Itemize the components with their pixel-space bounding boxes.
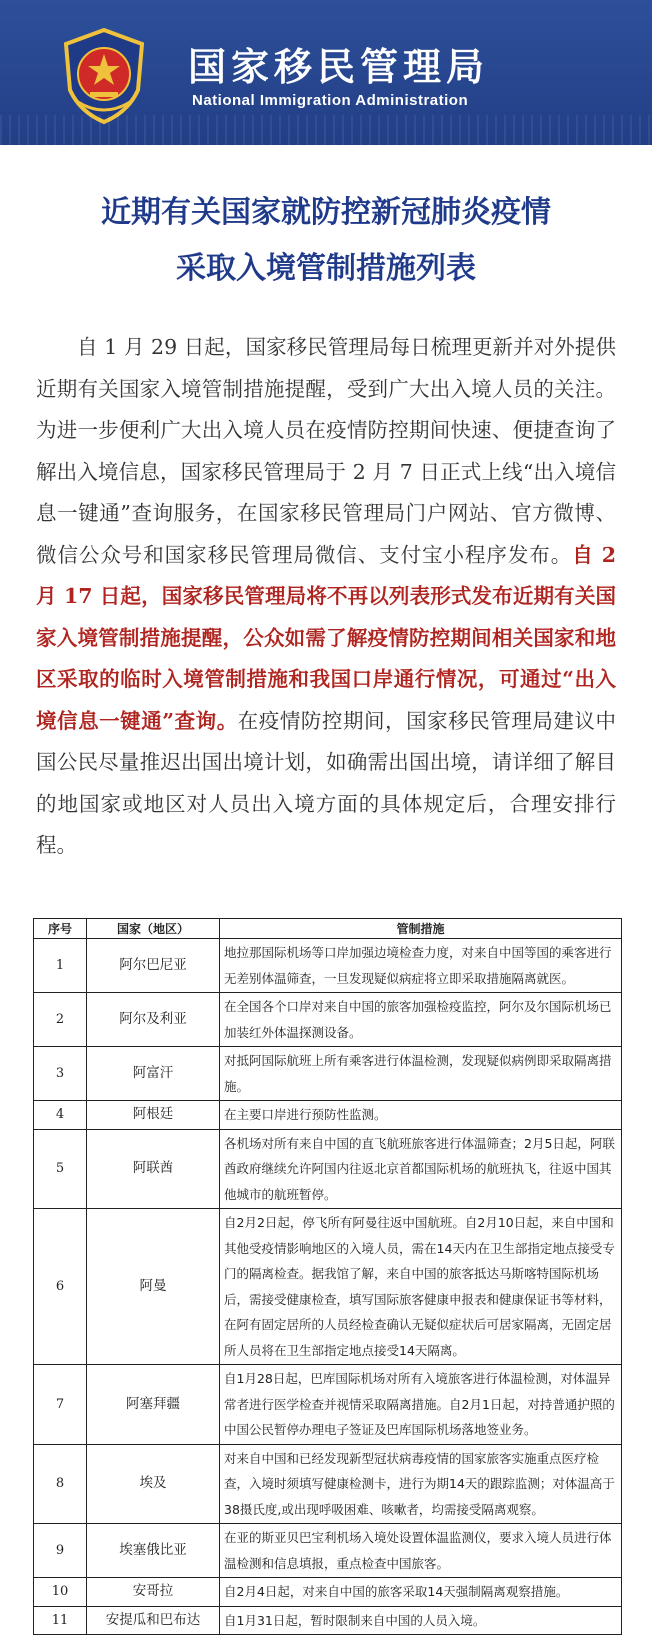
title-line-2: 采取入境管制措施列表 <box>176 251 476 286</box>
agency-name-en: National Immigration Administration <box>192 92 469 109</box>
row-number: 1 <box>34 939 87 993</box>
page-title <box>0 185 652 297</box>
row-number: 11 <box>34 1606 87 1635</box>
table-row <box>34 1606 622 1635</box>
table-row <box>34 1444 622 1524</box>
table-row <box>34 1047 622 1101</box>
row-number: 2 <box>34 993 87 1047</box>
row-measure: 对抵阿国际航班上所有乘客进行体温检测，发现疑似病例即采取隔离措施。 <box>220 1047 622 1101</box>
row-measure: 自2月4日起，对来自中国的旅客采取14天强制隔离观察措施。 <box>220 1578 622 1607</box>
table-body <box>34 939 622 1635</box>
row-number: 5 <box>34 1129 87 1209</box>
row-country: 阿根廷 <box>87 1101 220 1130</box>
row-number: 9 <box>34 1524 87 1578</box>
row-country: 埃及 <box>87 1444 220 1524</box>
row-number: 4 <box>34 1101 87 1130</box>
row-number: 3 <box>34 1047 87 1101</box>
intro-text-2: 在疫情防控期间，国家移民管理局建议中国公民尽量推迟出国出境计划，如确需出国出境，请详细了解目的地国家或地区对人员出入境方面的具体规定后，合理安排行程。 <box>36 708 616 857</box>
intro-paragraph <box>36 327 616 882</box>
row-number: 6 <box>34 1209 87 1365</box>
row-country: 阿尔巴尼亚 <box>87 939 220 993</box>
table-row <box>34 993 622 1047</box>
row-country: 阿联酋 <box>87 1129 220 1209</box>
table-header-row <box>34 919 622 939</box>
row-number: 7 <box>34 1365 87 1445</box>
row-measure: 在全国各个口岸对来自中国的旅客加强检疫监控，阿尔及尔国际机场已加装红外体温探测设备。 <box>220 993 622 1047</box>
row-country: 阿塞拜疆 <box>87 1365 220 1445</box>
header-measures: 管制措施 <box>220 919 622 939</box>
title-line-1: 近期有关国家就防控新冠肺炎疫情 <box>101 195 551 230</box>
row-country: 安哥拉 <box>87 1578 220 1607</box>
intro-highlight: 自 2 月 17 日起，国家移民管理局将不再以列表形式发布近期有关国家入境管制措施提醒，公众如需了解疫情防控期间相关国家和地区采取的临时入境管制措施和我国口岸通行情况，可通过“出入境信息一键通”查询。 <box>36 542 616 733</box>
row-country: 阿富汗 <box>87 1047 220 1101</box>
table-row <box>34 1365 622 1445</box>
row-measure: 地拉那国际机场等口岸加强边境检查力度，对来自中国等国的乘客进行无差别体温筛查，一旦发现疑似病症将立即采取措施隔离就医。 <box>220 939 622 993</box>
table-row <box>34 1129 622 1209</box>
row-measure: 各机场对所有来自中国的直飞航班旅客进行体温筛查；2月5日起，阿联酋政府继续允许阿国内往返北京首都国际机场的航班执飞，往返中国其他城市的航班暂停。 <box>220 1129 622 1209</box>
row-number: 10 <box>34 1578 87 1607</box>
row-measure: 对来自中国和已经发现新型冠状病毒疫情的国家旅客实施重点医疗检查，入境时须填写健康检测卡，进行为期14天的跟踪监测；对体温高于38摄氏度,或出现呼吸困难、咳嗽者，均需接受隔离观察。 <box>220 1444 622 1524</box>
row-measure: 自1月28日起，巴库国际机场对所有入境旅客进行体温检测，对体温异常者进行医学检查并视情采取隔离措施。自2月1日起，对持普通护照的中国公民暂停办理电子签证及巴库国际机场落地签业务。 <box>220 1365 622 1445</box>
row-country: 阿曼 <box>87 1209 220 1365</box>
national-emblem-icon <box>58 26 150 126</box>
table-row <box>34 1524 622 1578</box>
row-measure: 自2月2日起，停飞所有阿曼往返中国航班。自2月10日起，来自中国和其他受疫情影响地区的入境人员，需在14天内在卫生部指定地点接受专门的隔离检查。据我馆了解，来自中国的旅客抵达马斯喀特国际机场后，需接受健康检查，填写国际旅客健康申报表和健康保证书等材料，在阿有固定居所的人员经检查确认无疑似症状后可居家隔离，无固定居所人员将在卫生部指定地点接受14天隔离。 <box>220 1209 622 1365</box>
header-banner <box>0 0 652 145</box>
table-row <box>34 1101 622 1130</box>
row-measure: 自1月31日起，暂时限制来自中国的人员入境。 <box>220 1606 622 1635</box>
measures-table <box>33 918 621 1635</box>
row-number: 8 <box>34 1444 87 1524</box>
row-measure: 在亚的斯亚贝巴宝利机场入境处设置体温监测仪，要求入境人员进行体温检测和信息填报，重点检查中国旅客。 <box>220 1524 622 1578</box>
table-row <box>34 1578 622 1607</box>
banner-stripes <box>0 115 652 145</box>
row-country: 安提瓜和巴布达 <box>87 1606 220 1635</box>
row-measure: 在主要口岸进行预防性监测。 <box>220 1101 622 1130</box>
row-country: 埃塞俄比亚 <box>87 1524 220 1578</box>
row-country: 阿尔及利亚 <box>87 993 220 1047</box>
header-number: 序号 <box>34 919 87 939</box>
table-row <box>34 1209 622 1365</box>
agency-name-cn: 国家移民管理局 <box>188 45 490 89</box>
intro-text-1: 自 1 月 29 日起，国家移民管理局每日梳理更新并对外提供近期有关国家入境管制措施提醒，受到广大出入境人员的关注。为进一步便利广大出入境人员在疫情防控期间快速、便捷查询了解出入境信息，国家移民管理局于 2 月 7 日正式上线“出入境信息一键通”查询服务，在国家移民管理局门户网站、官方微博、微信公众号和国家移民管理局微信、支付宝小程序发布。 <box>36 335 616 567</box>
header-country: 国家（地区） <box>87 919 220 939</box>
table-row <box>34 939 622 993</box>
